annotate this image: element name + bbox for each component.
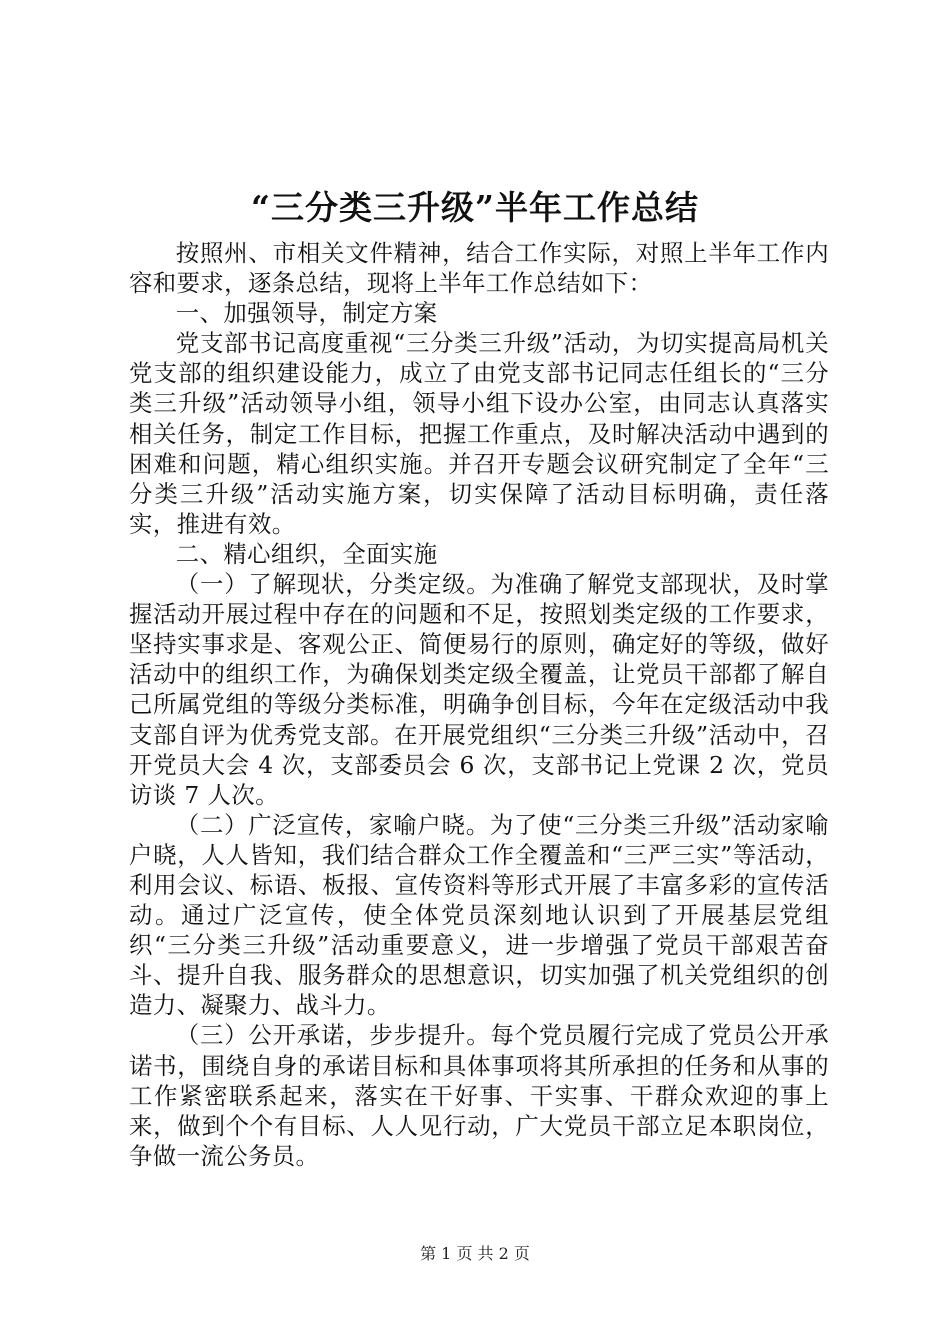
document-body xyxy=(129,238,829,1171)
section-1-paragraph: 党支部书记高度重视“三分类三升级”活动，为切实提高局机关党支部的组织建设能力，成立了由党支部书记同志任组长的“三分类三升级”活动领导小组，领导小组下设办公室，由同志认真落实相关任务，制定工作目标，把握工作重点，及时解决活动中遇到的困难和问题，精心组织实施。并召开专题会议研究制定了全年“三分类三升级”活动实施方案，切实保障了活动目标明确，责任落实，推进有效。 xyxy=(129,329,829,538)
subsection-3-paragraph: （三）公开承诺，步步提升。每个党员履行完成了党员公开承诺书，围绕自身的承诺目标和具体事项将其所承担的任务和从事的工作紧密联系起来，落实在干好事、干实事、干群众欢迎的事上来，做到个个有目标、人人见行动，广大党员干部立足本职岗位，争做一流公务员。 xyxy=(129,1021,829,1170)
intro-paragraph: 按照州、市相关文件精神，结合工作实际，对照上半年工作内容和要求，逐条总结，现将上半年工作总结如下： xyxy=(129,239,829,298)
document-title: “三分类三升级”半年工作总结 xyxy=(251,188,699,227)
page-footer: 第 1 页 共 2 页 xyxy=(420,1244,530,1263)
subsection-2-paragraph: （二）广泛宣传，家喻户晓。为了使“三分类三升级”活动家喻户晓，人人皆知，我们结合群众工作全覆盖和“三严三实”等活动，利用会议、标语、板报、宣传资料等形式开展了丰富多彩的宣传活动。通过广泛宣传，使全体党员深刻地认识到了开展基层党组织“三分类三升级”活动重要意义，进一步增强了党员干部艰苦奋斗、提升自我、服务群众的思想意识，切实加强了机关党组织的创造力、凝聚力、战斗力。 xyxy=(129,810,829,1020)
section-heading-1: 一、加强领导，制定方案 xyxy=(175,299,438,328)
subsection-1-paragraph: （一）了解现状，分类定级。为准确了解党支部现状，及时掌握活动开展过程中存在的问题和不足，按照划类定级的工作要求，坚持实事求是、客观公正、简便易行的原则，确定好的等级，做好活动中的组织工作，为确保划类定级全覆盖，让党员干部都了解自己所属党组的等级分类标准，明确争创目标，今年在定级活动中我支部自评为优秀党支部。在开展党组织“三分类三升级”活动中，召开党员大会 4 次，支部委员会 6 次，支部书记上党课 2 次，党员访谈 7 人次。 xyxy=(129,570,829,809)
section-heading-2: 二、精心组织，全面实施 xyxy=(175,539,438,568)
